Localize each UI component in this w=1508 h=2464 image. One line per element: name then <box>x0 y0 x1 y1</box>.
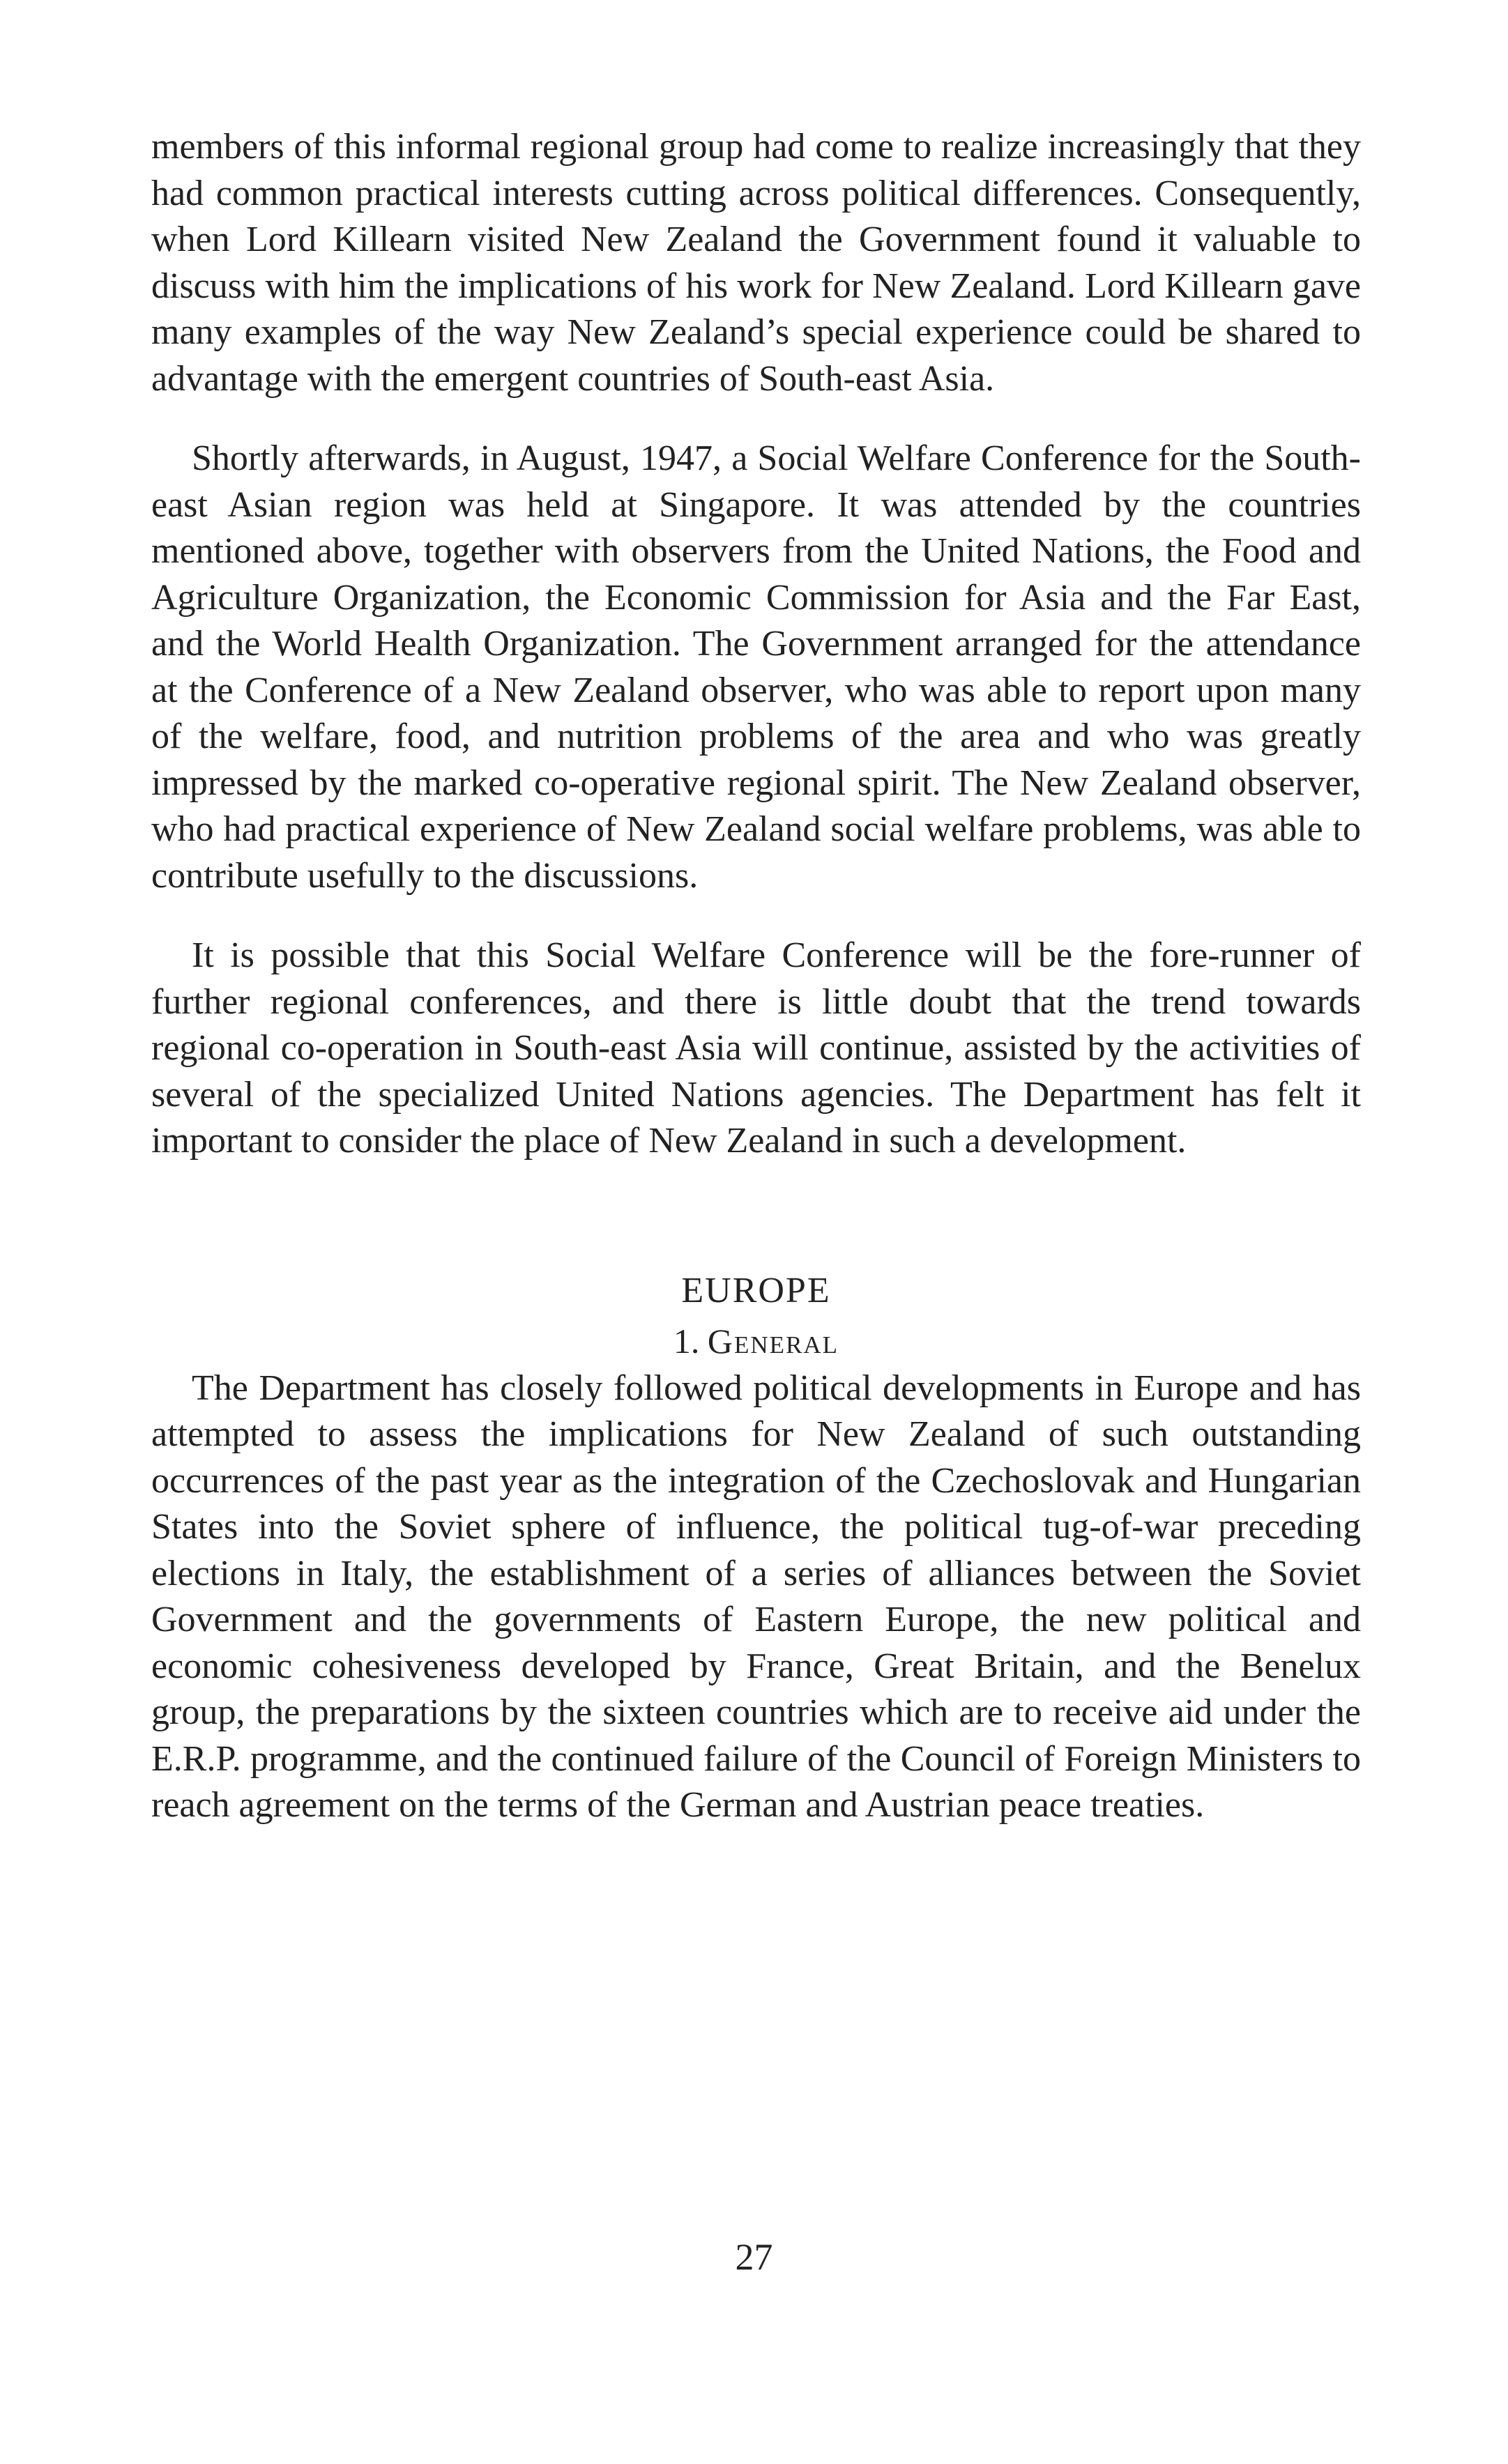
section-heading-europe: EUROPE <box>681 1270 831 1310</box>
paragraph-lord-killearn: members of this informal regional group had come to realize increasingly that they had common practical interests cutting across political differences. Consequently, when Lord Killearn visited New Zealand the Government found it valuable to discuss with him the implications of his work for New Zealand. Lord Killearn gave many examples of the way New Zealand’s special experience could be shared to advantage with the emergent countries of South-east Asia. <box>151 127 1361 399</box>
page-number: 27 <box>735 2236 773 2278</box>
paragraph-regional-cooperation: It is possible that this Social Welfare Conference will be the fore-runner of further regional conferences, and there is little doubt that the trend towards regional co-operation in South-east Asia will continue, assisted by the activities of several of the specialized United Nations agencies. The Department has felt it important to consider the place of New Zealand in such a development. <box>151 935 1361 1161</box>
document-page <box>151 124 1361 1829</box>
paragraph-europe-developments: The Department has closely followed political developments in Europe and has attempted to assess the implications for New Zealand of such outstanding occurrences of the past year as the integration of the Czechoslovak and Hungarian States into the Soviet sphere of influence, the political tug-of-war preceding elections in Italy, the establishment of a series of alliances between the Soviet Government and the governments of Eastern Europe, the new political and economic cohesiveness developed by France, Great Britain, and the Benelux group, the preparations by the sixteen countries which are to receive aid under the E.R.P. programme, and the continued failure of the Council of Foreign Ministers to reach agreement on the terms of the German and Austrian peace treaties. <box>151 1368 1361 1825</box>
paragraph-social-welfare-conference: Shortly afterwards, in August, 1947, a Social Welfare Conference for the South-east Asian region was held at Singapore. It was attended by the countries mentioned above, together with observers from the United Nations, the Food and Agriculture Organization, the Economic Commission for Asia and the Far East, and the World Health Organization. The Government arranged for the attendance at the Conference of a New Zealand observer, who was able to report upon many of the welfare, food, and nutrition problems of the area and who was greatly impressed by the marked co-operative regional spirit. The New Zealand observer, who had practical experience of New Zealand social welfare problems, was able to contribute usefully to the discussions. <box>151 438 1361 896</box>
subheading-number: 1. <box>673 1321 700 1361</box>
subheading-general <box>151 1318 1361 1365</box>
subheading-title: General <box>707 1321 839 1361</box>
